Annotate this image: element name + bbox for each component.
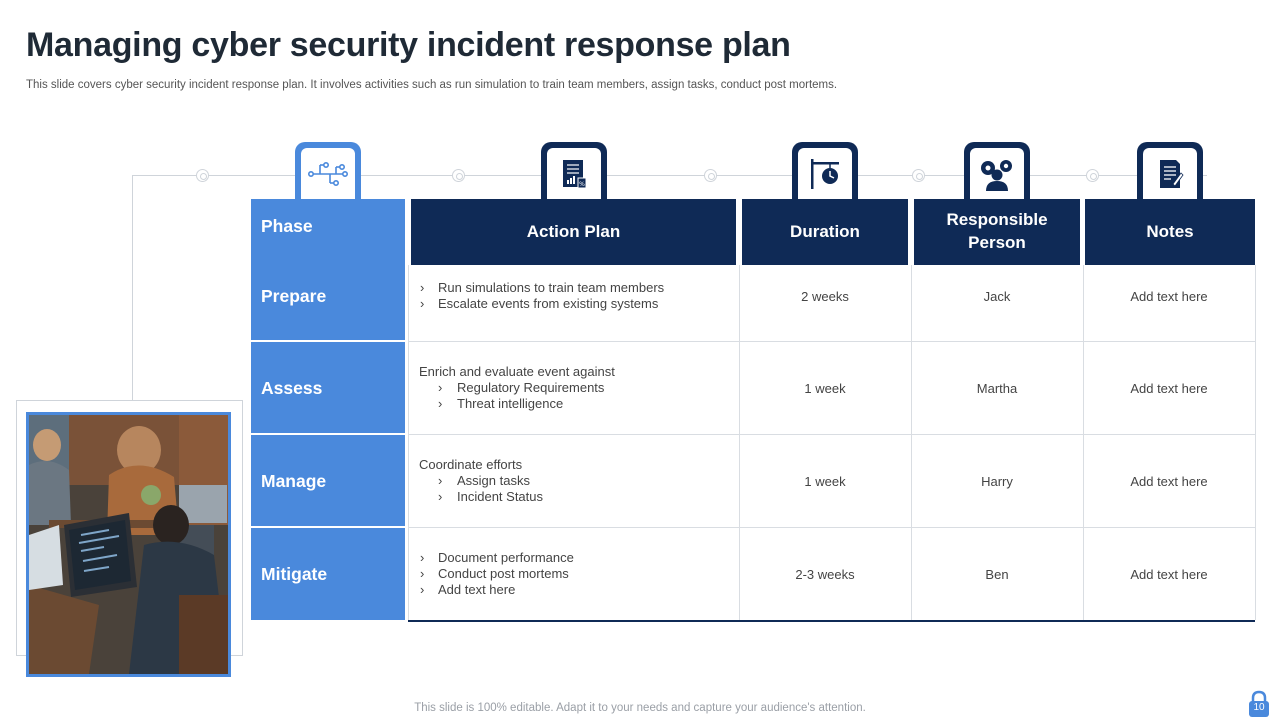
phase-cell-mitigate: Mitigate bbox=[261, 563, 328, 584]
notes-cell: Add text here bbox=[1130, 380, 1208, 396]
action-item: › Regulatory Requirements bbox=[419, 380, 615, 396]
svg-text:%: % bbox=[579, 181, 585, 188]
phase-cell-manage: Manage bbox=[261, 470, 327, 491]
connector-dot bbox=[452, 169, 465, 182]
header-action-plan: Action Plan bbox=[411, 199, 736, 265]
phase-icon-tab bbox=[295, 142, 361, 204]
notes-cell: Add text here bbox=[1130, 566, 1208, 582]
person-cell: Harry bbox=[981, 473, 1013, 489]
action-item: › Run simulations to train team members bbox=[419, 280, 664, 296]
network-nodes-icon bbox=[308, 159, 348, 189]
header-duration: Duration bbox=[742, 199, 908, 265]
action-item: › Conduct post mortems bbox=[419, 566, 574, 582]
action-lead-text: Enrich and evaluate event against bbox=[419, 364, 615, 379]
action-plan-icon-tab bbox=[541, 142, 607, 204]
action-cell bbox=[408, 435, 739, 527]
header-responsible-line1: Responsible bbox=[946, 210, 1048, 230]
notes-cell: Add text here bbox=[1130, 473, 1208, 489]
person-cell: Jack bbox=[983, 288, 1011, 304]
action-item: › Escalate events from existing systems bbox=[419, 296, 664, 312]
action-cell bbox=[408, 265, 739, 327]
notes-icon bbox=[1156, 158, 1184, 190]
header-notes: Notes bbox=[1085, 199, 1255, 265]
phase-cell-assess: Assess bbox=[261, 377, 323, 398]
person-cell: Ben bbox=[985, 566, 1009, 582]
column-divider bbox=[1255, 265, 1256, 620]
action-item: › Document performance bbox=[419, 550, 574, 566]
action-list bbox=[419, 550, 574, 598]
report-document-icon bbox=[560, 158, 588, 190]
team-gear-icon bbox=[978, 157, 1016, 191]
notes-cell: Add text here bbox=[1130, 288, 1208, 304]
duration-icon-tab bbox=[792, 142, 858, 204]
slide-footer: This slide is 100% editable. Adapt it to your needs and capture your audience's attention. bbox=[414, 702, 866, 714]
action-cell bbox=[408, 342, 739, 434]
connector-dot bbox=[704, 169, 717, 182]
phase-cell-prepare: Prepare bbox=[261, 285, 327, 306]
connector-dot bbox=[912, 169, 925, 182]
action-item: › Assign tasks bbox=[419, 473, 543, 489]
person-cell: Martha bbox=[976, 380, 1018, 396]
connector-line-vertical bbox=[132, 175, 133, 400]
slide-subtitle: This slide covers cyber security incident response plan. It involves activities such as run simulation to train team members, assign tasks, conduct post mortems. bbox=[26, 79, 838, 91]
action-list bbox=[419, 380, 615, 412]
duration-cell: 2 weeks bbox=[801, 288, 849, 304]
notes-icon-tab bbox=[1137, 142, 1203, 204]
connector-line bbox=[132, 175, 1207, 176]
responsible-icon-tab bbox=[964, 142, 1030, 204]
slide-title: Managing cyber security incident response plan bbox=[26, 26, 791, 64]
table-bottom-rule bbox=[408, 620, 1255, 622]
duration-cell: 2-3 weeks bbox=[795, 566, 855, 582]
duration-cell: 1 week bbox=[804, 473, 846, 489]
team-working-photo bbox=[26, 412, 231, 677]
connector-dot bbox=[196, 169, 209, 182]
action-item: › Add text here bbox=[419, 582, 574, 598]
action-lead-text: Coordinate efforts bbox=[419, 457, 523, 472]
clock-sign-icon bbox=[808, 157, 842, 191]
action-item: › Threat intelligence bbox=[419, 396, 615, 412]
action-list bbox=[419, 473, 543, 505]
connector-dot bbox=[1086, 169, 1099, 182]
phase-header: Phase bbox=[261, 215, 313, 236]
action-cell bbox=[408, 528, 739, 620]
action-list bbox=[419, 280, 664, 312]
header-responsible-line2: Person bbox=[968, 233, 1026, 252]
duration-cell: 1 week bbox=[804, 380, 846, 396]
header-responsible-person bbox=[914, 199, 1080, 265]
action-item: › Incident Status bbox=[419, 489, 543, 505]
page-number: 10 bbox=[1253, 702, 1265, 713]
